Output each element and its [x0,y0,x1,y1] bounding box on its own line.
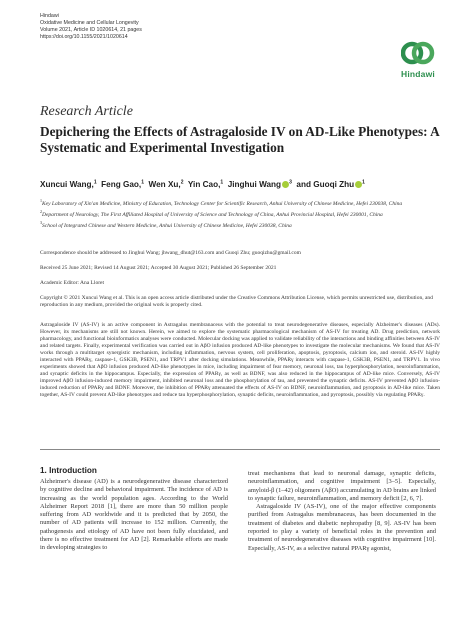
author[interactable]: Xuncui Wang,$^1$ [40,179,97,189]
publication-dates: Received 25 June 2021; Revised 14 August 2021; Accepted 30 August 2021; Published 26 September 2021 [40,265,277,271]
hindawi-logo [397,38,439,79]
intro-left-column [40,478,228,553]
hindawi-logo-icon [401,38,435,68]
section-heading: 1. Introduction [40,466,97,475]
author-list [40,179,440,189]
paragraph: Astragaloside IV (AS-IV), one of the major effective components purified from Astragalus membranaceus, has been documented in the treatment of diabetes and diabetic nephropathy [8, 9]. AS-IV has been reported to play a variety of beneficial roles in the prevention and treatment of neurodegenerative diseases with cognitive impairment [10]. Especially, AS-IV, as a selective natural PPARγ agonist, [248,503,436,552]
publisher-name: Hindawi [40,13,59,19]
author[interactable]: Yin Cao,$^1$ [187,179,224,189]
copyright-notice: Copyright © 2021 Xuncui Wang et al. This is an open access article distributed under the Creative Commons Attribution License, which permits unrestricted use, distribution, and reproduction in any medium, provided the original work is properly cited. [40,295,433,308]
journal-title: Oxidative Medicine and Cellular Longevity [40,20,139,26]
logo-text: Hindawi [401,69,435,79]
journal-header [40,13,142,41]
article-title: Depichering the Effects of Astragaloside IV on AD-Like Phenotypes: A Systematic and Experimental Investigation [40,124,440,155]
correspondence: Correspondence should be addressed to Jinghui Wang; jhwang_dhut@163.com and Guoqi Zhu; guoqizhu@gmail.com [40,250,301,256]
affiliation: $^3$School of Integrated Chinese and Western Medicine, Anhui University of Chinese Medicine, Hefei 230038, China [40,219,292,229]
author[interactable]: and Guoqi Zhu $^1$ [296,179,365,189]
paragraph: treat mechanisms that lead to neuronal damage, synaptic deficits, neuroinflammation, and cognitive impairment [3–5]. Especially, amyloid-β (1–42) oligomers (AβO) accumulating in AD brains are linked to synaptic failure, neuroinflammation, and memory deficit [2, 6, 7]. [248,470,436,502]
affiliations [40,197,440,230]
author[interactable]: Jinghui Wang $^3$ [227,179,292,189]
author[interactable]: Wen Xu,$^2$ [148,179,184,189]
divider [40,449,440,450]
affiliation: $^2$Department of Neurology, The First Affiliated Hospital of University of Science and Technology of China, Anhui Provincial Hospital, Hefei 230001, China [40,208,383,218]
paragraph: Alzheimer's disease (AD) is a neurodegenerative disease characterized by cognitive decline and behavioral impairment. The incidence of AD is increasing as the world population ages. According to the World Alzheimer Report 2018 [1], there are more than 50 million people suffering from AD worldwide and it is predicted that by 2050, the number of AD patients will increase to 152 million. Currently, the pathogenesis and etiology of AD have not been fully elucidated, and there is no effective treatment for AD [2]. Remarkable efforts are made in developing strategies to [40,478,228,552]
volume-info: Volume 2021, Article ID 1020614, 21 pages [40,27,142,33]
affiliation: $^1$Key Laboratory of Xin'an Medicine, Ministry of Education, Technology Center for Scientific Research, Anhui University of Chinese Medicine, Hefei 230038, China [40,198,403,207]
academic-editor: Academic Editor: Ana Lloret [40,280,104,286]
article-type: Research Article [40,104,133,119]
orcid-icon[interactable] [282,181,289,188]
author[interactable]: Feng Gao,$^1$ [101,179,144,189]
intro-right-column [248,470,436,553]
doi-link[interactable]: https://doi.org/10.1155/2021/1020614 [40,34,128,40]
abstract: Astragaloside IV (AS-IV) is an active component in Astragalus membranaceus with the potential to treat neurodegenerative diseases, especially Alzheimer's diseases (ADs). However, its mechanisms are still not known. Herein, we aimed to explore the systematic pharmacological mechanism of AS-IV for treating AD. Drug prediction, network pharmacology, and functional bioinformatics analyses were conducted. Molecular docking was applied to validate reliability of the interactions and binding affinities between AS-IV and related targets. Finally, experimental verification was carried out in AβO infusion produced AD-like phenotypes to investigate the molecular mechanisms. We found that AS-IV works through a multitarget synergistic mechanism, including inflammation, nervous system, cell proliferation, apoptosis, pyroptosis, calcium ion, and steroid. AS-IV highly interacted with PPARγ, caspase-1, GSK3B, PSEN1, and TRPV1 after docking simulations. Meanwhile, PPARγ interacts with caspase-1, GSK3B, PSEN1, and TRPV1. In vivo experiments showed that AβO infusion produced AD-like phenotypes in mice, including impairment of fear memory, neuronal loss, tau hyperphosphorylation, neuroinflammation, and synaptic deficits in the hippocampus. Especially, the expression of PPARγ, as well as BDNF, was also reduced in the hippocampus of AD-like mice. Conversely, AS-IV improved AβO infusion-induced memory impairment, inhibited neuronal loss and the phosphorylation of tau, and prevented the synaptic deficits. AS-IV prevented AβO infusion-induced reduction of PPARγ and BDNF. Moreover, the inhibition of PPARγ attenuated the effects of AS-IV on BDNF, neuroinflammation, and pyroptosis in AD-like mice. Taken together, AS-IV could prevent AD-like phenotypes and reduce tau hyperphosphorylation, synaptic deficits, neuroinflammation, and pyroptosis, possibly via regulating PPARγ. [40,322,440,398]
